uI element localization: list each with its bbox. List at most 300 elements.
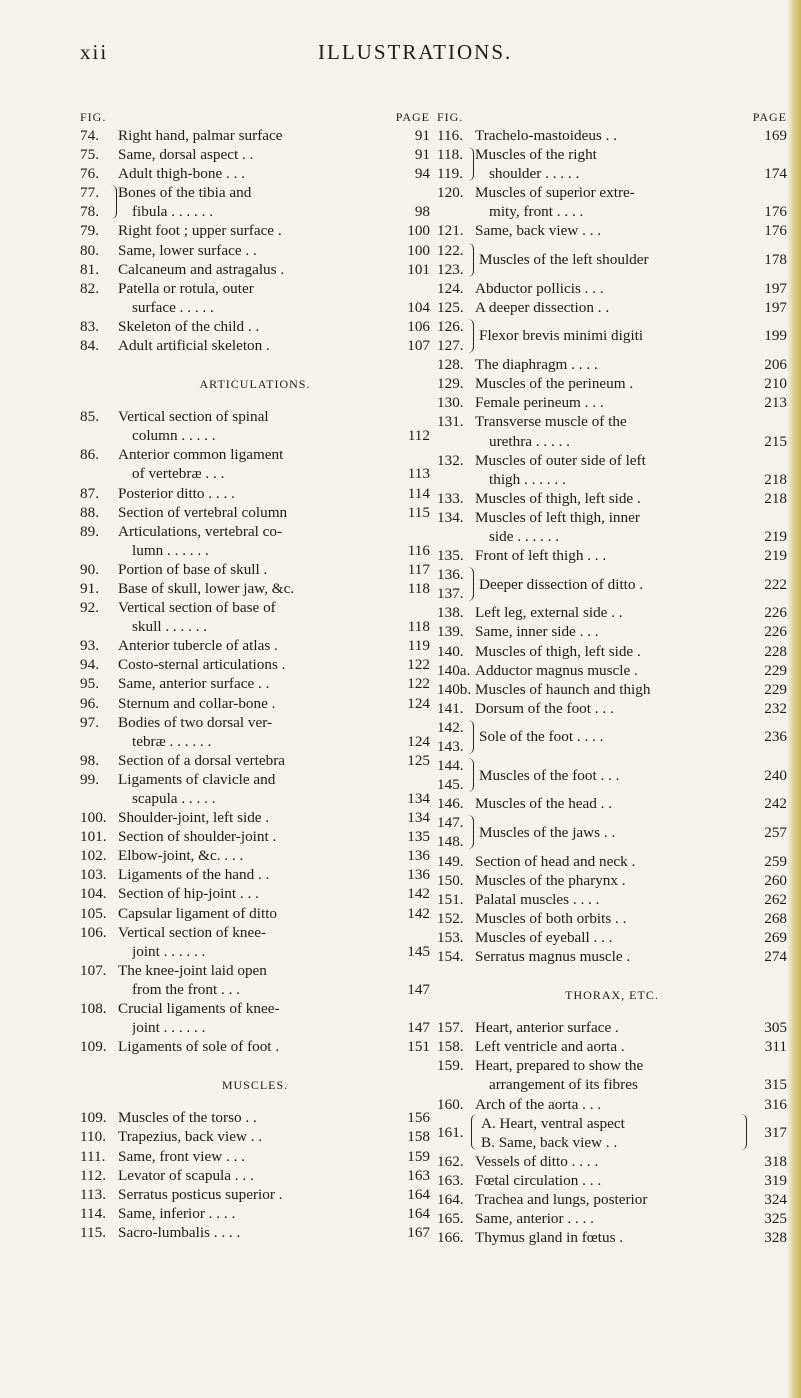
- entry-title: Flexor brevis minimi digiti: [479, 327, 644, 345]
- list-item: [437, 126, 787, 145]
- entry-line: [437, 871, 787, 890]
- list-item: [80, 923, 430, 961]
- list-item: [437, 1152, 787, 1171]
- entry-title: Bodies of two dorsal ver-: [118, 713, 273, 731]
- list-item: [80, 1127, 430, 1146]
- list-item: [437, 947, 787, 966]
- entry-title: Anterior common ligament: [118, 446, 284, 464]
- page-ref: 316: [764, 1095, 787, 1113]
- page-ref: 257: [764, 823, 787, 841]
- column-header: [80, 106, 430, 126]
- column-header: [437, 106, 787, 126]
- brace-mark: [110, 185, 117, 219]
- list-item: [80, 407, 430, 445]
- entry-title: Female perineum . . .: [475, 394, 604, 412]
- entry-title: Left leg, external side . .: [475, 604, 623, 622]
- entry-title: Transverse muscle of the: [475, 413, 627, 431]
- page-ref: 116: [407, 541, 430, 559]
- section-heading: THORAX, ETC.: [565, 988, 659, 1003]
- page-ref: 218: [764, 470, 787, 488]
- entry-line: [437, 1075, 787, 1094]
- list-item: [437, 1056, 787, 1094]
- entry-line: [437, 794, 787, 813]
- list-item: [437, 1228, 787, 1247]
- page-ref: 122: [407, 675, 430, 693]
- figure-number: 140a.: [437, 661, 471, 679]
- list-item: [80, 503, 430, 522]
- figure-number: 129.: [437, 375, 464, 393]
- entry-line: [437, 642, 787, 661]
- entry-line: [80, 522, 430, 541]
- entry-line: [80, 1127, 430, 1146]
- page-ref: 219: [764, 547, 787, 565]
- entry-line: [437, 126, 787, 145]
- entry-title: Serratus posticus superior .: [118, 1185, 283, 1203]
- entry-title: Same, dorsal aspect . .: [118, 146, 254, 164]
- page-ref: 106: [407, 317, 430, 335]
- entry-line: [80, 541, 430, 560]
- entry-title: Vertical section of base of: [118, 599, 276, 617]
- entry-line: [80, 260, 430, 279]
- figure-number: 144.: [437, 757, 464, 775]
- entry-title: Same, back view . . .: [475, 222, 602, 240]
- page-ref: 125: [407, 751, 430, 769]
- figure-number: 95.: [80, 675, 99, 693]
- entry-line: [437, 680, 787, 699]
- page-ref: 112: [407, 427, 430, 445]
- page-ref: 147: [407, 1019, 430, 1037]
- brace-mark: [471, 1114, 479, 1150]
- list-item: [80, 865, 430, 884]
- entry-title: Muscles of haunch and thigh: [475, 680, 651, 698]
- entry-title: The diaphragm . . . .: [475, 356, 598, 374]
- page-ref: 311: [764, 1038, 787, 1056]
- page-ref: 134: [407, 790, 430, 807]
- list-item: [437, 622, 787, 641]
- figure-number: 94.: [80, 656, 99, 674]
- page-ref: 136: [407, 847, 430, 865]
- figure-number: 119.: [437, 165, 464, 183]
- page-ref: 91: [414, 146, 430, 164]
- page-ref: 206: [764, 356, 787, 374]
- list-item: [437, 355, 787, 374]
- entry-line: [437, 622, 787, 641]
- list-item: [437, 718, 787, 756]
- figure-number: 111.: [80, 1147, 106, 1165]
- list-item: [437, 279, 787, 298]
- figure-number: 154.: [437, 948, 464, 966]
- entry-title: Costo-sternal articulations .: [118, 656, 286, 674]
- entry-line: [80, 732, 430, 751]
- entry-title: Skeleton of the child . .: [118, 317, 260, 335]
- list-item: [80, 827, 430, 846]
- entry-title: Trapezius, back view . .: [118, 1128, 263, 1146]
- list-item: [80, 884, 430, 903]
- figure-number: 142.: [437, 718, 464, 736]
- page-ref: 94: [414, 165, 430, 183]
- list-item: [437, 1095, 787, 1114]
- section-heading: ARTICULATIONS.: [199, 377, 311, 392]
- list-item: [437, 680, 787, 699]
- page-title: ILLUSTRATIONS.: [318, 40, 513, 64]
- list-item: [80, 770, 430, 808]
- list-item: [80, 808, 430, 827]
- figure-number: 157.: [437, 1019, 464, 1037]
- entry-line: [80, 942, 430, 961]
- entry-title-continued: mity, front . . . .: [489, 203, 584, 221]
- figure-number: 141.: [437, 699, 464, 717]
- entry-line: [80, 426, 430, 445]
- list-item: [437, 794, 787, 813]
- figure-number: 116.: [437, 127, 464, 144]
- entry-line: [80, 1204, 430, 1223]
- figure-number: 113.: [80, 1185, 107, 1203]
- list-item: [437, 565, 787, 603]
- list-item: [437, 909, 787, 928]
- entry-title: Right foot ; upper surface .: [118, 222, 282, 240]
- entry-title: Muscles of the pharynx .: [475, 871, 626, 889]
- figure-number: 79.: [80, 222, 99, 240]
- entry-line: [80, 904, 430, 923]
- page-ref: 210: [764, 375, 787, 393]
- entry-line: [437, 298, 787, 317]
- list-item: [80, 445, 430, 483]
- page-ref: 100: [407, 222, 430, 240]
- entry-line: [80, 1166, 430, 1185]
- entry-line: [80, 221, 430, 240]
- list-item: [437, 756, 787, 794]
- figure-number: 106.: [80, 923, 107, 941]
- figure-number: 162.: [437, 1152, 464, 1170]
- entry-title-continued: tebræ . . . . . .: [132, 732, 212, 750]
- entry-title: Adult thigh-bone . . .: [118, 165, 245, 183]
- entry-title: Posterior ditto . . . .: [118, 484, 235, 502]
- entry-line: [80, 655, 430, 674]
- list-item: [80, 579, 430, 598]
- entry-title-continued: urethra . . . . .: [489, 432, 570, 450]
- entry-line: [80, 789, 430, 808]
- entry-line: [437, 1190, 787, 1209]
- entry-title-continued: of vertebræ . . .: [132, 465, 225, 483]
- list-item: [80, 598, 430, 636]
- entry-line: [80, 241, 430, 260]
- brace-mark: [467, 147, 474, 181]
- entry-line: [437, 412, 787, 431]
- figure-number: 112.: [80, 1166, 107, 1184]
- page-ref: 142: [407, 885, 430, 903]
- page-ref: 118: [407, 618, 430, 636]
- entry-line: [437, 1056, 787, 1075]
- figure-number: 105.: [80, 904, 107, 922]
- entry-title: Muscles of the head . .: [475, 795, 613, 813]
- entry-title: Same, lower surface . .: [118, 241, 257, 259]
- entry-title: Vertical section of knee-: [118, 923, 267, 941]
- list-item: [437, 145, 787, 183]
- fig-header: FIG.: [80, 110, 107, 124]
- entry-line: [80, 884, 430, 903]
- brace-mark: [467, 243, 474, 277]
- figure-number: 89.: [80, 522, 99, 540]
- entry-line: [437, 527, 787, 546]
- figure-number: 90.: [80, 560, 99, 578]
- entry-line: [80, 145, 430, 164]
- entry-line: [437, 1228, 787, 1247]
- entry-title: Muscles of both orbits . .: [475, 909, 627, 927]
- entry-title: Elbow-joint, &c. . . .: [118, 847, 244, 865]
- entry-title: Shoulder-joint, left side .: [118, 809, 270, 827]
- figure-number: 114.: [80, 1204, 107, 1222]
- page-ref: 118: [407, 579, 430, 597]
- entry-title: Left ventricle and aorta .: [475, 1038, 625, 1056]
- page-ref: 124: [407, 694, 430, 712]
- entry-line: [80, 579, 430, 598]
- entry-title: Muscles of the foot . . .: [479, 766, 620, 784]
- page-ref: 268: [764, 909, 787, 927]
- entry-title: Fœtal circulation . . .: [475, 1171, 602, 1189]
- page-ref: 228: [764, 642, 787, 660]
- entry-line: [437, 279, 787, 298]
- list-item: [437, 374, 787, 393]
- entry-title: A deeper dissection . .: [475, 298, 610, 316]
- entry-title: Section of vertebral column: [118, 503, 288, 521]
- entry-title-continued: joint . . . . . .: [132, 942, 206, 960]
- page-ref: 259: [764, 852, 787, 870]
- entry-line: [80, 617, 430, 636]
- entry-title-continued: thigh . . . . . .: [489, 470, 566, 488]
- figure-number: 77.: [80, 184, 99, 202]
- list-item: [80, 846, 430, 865]
- entry-title: A. Heart, ventral aspect: [481, 1114, 625, 1132]
- page-ref: 222: [764, 575, 787, 593]
- entry-line: [80, 1018, 430, 1037]
- list-item: [437, 928, 787, 947]
- page-ref: 134: [407, 809, 430, 827]
- figure-number: 96.: [80, 694, 99, 712]
- figure-number: 87.: [80, 484, 99, 502]
- entry-title: Muscles of thigh, left side .: [475, 642, 641, 660]
- entry-line: [80, 484, 430, 503]
- figure-number: 153.: [437, 928, 464, 946]
- page-ref: 199: [764, 327, 787, 345]
- figure-number: 115.: [80, 1223, 107, 1241]
- entry-title-continued: joint . . . . . .: [132, 1019, 206, 1037]
- list-item: [437, 412, 787, 450]
- figure-number: 134.: [437, 508, 464, 526]
- figure-number: 92.: [80, 599, 99, 617]
- list-item: [80, 1166, 430, 1185]
- figure-number: 99.: [80, 770, 99, 788]
- entry-title: Same, anterior . . . .: [475, 1210, 594, 1228]
- list-item: [437, 183, 787, 221]
- page-ref: 159: [407, 1147, 430, 1165]
- list-item: [437, 852, 787, 871]
- entry-line: [437, 546, 787, 565]
- entry-line: [80, 503, 430, 522]
- entry-title: Muscles of left thigh, inner: [475, 508, 640, 526]
- figure-number: 150.: [437, 871, 464, 889]
- brace-mark: [739, 1114, 747, 1150]
- figure-number: 120.: [437, 184, 464, 202]
- list-item: [80, 484, 430, 503]
- entry-line: [437, 928, 787, 947]
- page-ref: 117: [407, 560, 430, 578]
- list-item: [80, 904, 430, 923]
- figure-number: 137.: [437, 585, 464, 603]
- page-ref: 215: [764, 432, 787, 450]
- entry-title: Same, inner side . . .: [475, 623, 599, 641]
- entry-title: Vessels of ditto . . . .: [475, 1152, 599, 1170]
- entry-title: Sacro-lumbalis . . . .: [118, 1223, 241, 1241]
- page-ref: 176: [764, 222, 787, 240]
- figure-number: 97.: [80, 713, 99, 731]
- figure-number: 81.: [80, 260, 99, 278]
- figure-number: 139.: [437, 623, 464, 641]
- list-item: [80, 713, 430, 751]
- figure-number: 127.: [437, 337, 464, 355]
- list-item: [437, 241, 787, 279]
- list-item: [437, 1209, 787, 1228]
- page-header: PAGE: [395, 110, 430, 124]
- page-ref: 151: [407, 1038, 430, 1056]
- entry-line: [80, 1147, 430, 1166]
- entry-line: [80, 1223, 430, 1242]
- list-item: [437, 1037, 787, 1056]
- figure-number: 91.: [80, 579, 99, 597]
- entry-title: Abductor pollicis . . .: [475, 279, 604, 297]
- entry-line: [437, 202, 787, 221]
- figure-number: 160.: [437, 1095, 464, 1113]
- entry-title-continued: fibula . . . . . .: [132, 203, 213, 221]
- page-ref: 269: [764, 928, 787, 946]
- list-item: [80, 1108, 430, 1127]
- page-ref: 218: [764, 489, 787, 507]
- figure-number: 140b.: [437, 680, 472, 698]
- list-item: [437, 546, 787, 565]
- list-item: [80, 636, 430, 655]
- list-item: [80, 999, 430, 1037]
- entry-title-continued: shoulder . . . . .: [489, 165, 580, 183]
- entry-line: [80, 674, 430, 693]
- entry-line: [437, 947, 787, 966]
- entry-line: [437, 1209, 787, 1228]
- entry-title: Arch of the aorta . . .: [475, 1095, 602, 1113]
- entry-title: Muscles of eyeball . . .: [475, 928, 613, 946]
- list-item: [80, 1185, 430, 1204]
- page-ref: 101: [407, 260, 430, 278]
- page-ref: 147: [407, 980, 430, 998]
- list-item: [437, 393, 787, 412]
- page-ref: 229: [764, 680, 787, 698]
- page-ref: 242: [764, 795, 787, 813]
- page-ref: 114: [407, 484, 430, 502]
- figure-number: 132.: [437, 451, 464, 469]
- list-item: [437, 661, 787, 680]
- list-item: [437, 221, 787, 240]
- entry-line: [80, 1185, 430, 1204]
- page-number: xii: [80, 40, 109, 64]
- entry-title-continued: side . . . . . .: [489, 527, 560, 545]
- entry-title: B. Same, back view . .: [481, 1133, 618, 1151]
- list-item: [437, 871, 787, 890]
- figure-number: 76.: [80, 165, 99, 183]
- list-item: [437, 298, 787, 317]
- figure-number: 149.: [437, 852, 464, 870]
- page-ref: 232: [764, 699, 787, 717]
- left-column: [80, 106, 430, 1242]
- page-ref: 197: [764, 279, 787, 297]
- entry-line: [437, 1037, 787, 1056]
- figure-number: 165.: [437, 1210, 464, 1228]
- page-ref: 324: [764, 1190, 787, 1208]
- entry-title: Vertical section of spinal: [118, 408, 269, 426]
- page-ref: 226: [764, 604, 787, 622]
- entry-line: [80, 636, 430, 655]
- figure-number: 83.: [80, 317, 99, 335]
- entry-line: [437, 451, 787, 470]
- list-item: [437, 489, 787, 508]
- figure-number: 163.: [437, 1171, 464, 1189]
- page-ref: 219: [764, 527, 787, 545]
- page-ref: 98: [414, 203, 430, 221]
- entry-title: Sole of the foot . . . .: [479, 728, 604, 746]
- entry-line: [437, 508, 787, 527]
- entry-list: [437, 126, 787, 1247]
- figure-number: 75.: [80, 146, 99, 164]
- page-edge: [787, 0, 801, 1398]
- figure-number: 143.: [437, 738, 464, 755]
- entry-title: Patella or rotula, outer: [118, 279, 254, 297]
- figure-number: 82.: [80, 279, 99, 297]
- figure-number: 103.: [80, 866, 107, 884]
- entry-line: [80, 827, 430, 846]
- list-item: [437, 642, 787, 661]
- entry-title: Palatal muscles . . . .: [475, 890, 600, 908]
- entry-line: [80, 999, 430, 1018]
- list-item: [80, 336, 430, 355]
- figure-number: 104.: [80, 885, 107, 903]
- list-item: [80, 961, 430, 999]
- list-item: [437, 1114, 787, 1152]
- figure-number: 128.: [437, 356, 464, 374]
- entry-title: Section of hip-joint . . .: [118, 885, 259, 903]
- entry-title: Muscles of the left shoulder: [479, 251, 649, 269]
- entry-line: [437, 1152, 787, 1171]
- list-item: [80, 221, 430, 240]
- entry-title: Dorsum of the foot . . .: [475, 699, 614, 717]
- entry-line: [80, 923, 430, 942]
- entry-title: Ligaments of clavicle and: [118, 770, 276, 788]
- page-ref: 315: [764, 1076, 787, 1094]
- entry-line: [80, 598, 430, 617]
- figure-number: 110.: [80, 1128, 107, 1146]
- page-ref: 122: [407, 656, 430, 674]
- page-ref: 164: [407, 1185, 430, 1203]
- figure-number: 84.: [80, 337, 99, 355]
- list-item: [80, 655, 430, 674]
- entry-line: [80, 1108, 430, 1127]
- page-ref: 169: [764, 127, 787, 144]
- page-ref: 135: [407, 828, 430, 846]
- entry-line: [80, 961, 430, 980]
- page-ref: 145: [407, 942, 430, 960]
- entry-line: [80, 407, 430, 426]
- list-item: [80, 522, 430, 560]
- figure-number: 74.: [80, 127, 99, 144]
- entry-line: [80, 846, 430, 865]
- page-ref: 91: [414, 127, 430, 144]
- page-ref: 229: [764, 661, 787, 679]
- entry-line: [437, 852, 787, 871]
